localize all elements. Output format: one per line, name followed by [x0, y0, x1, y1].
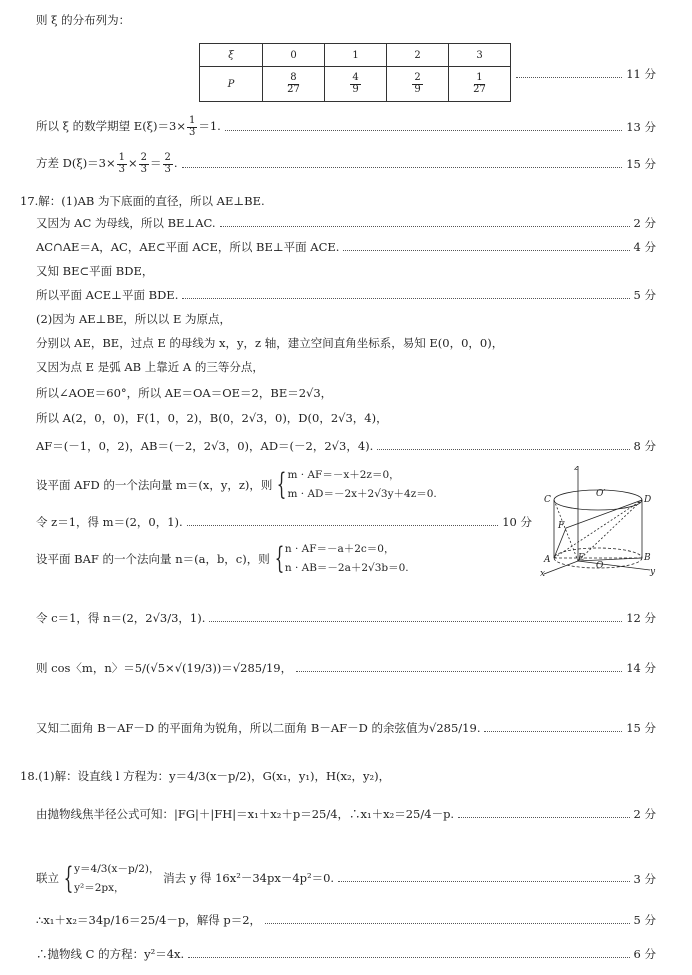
label-x: x: [540, 569, 546, 576]
label-f: F: [558, 521, 565, 531]
label-a: A: [544, 555, 551, 565]
q17-line-2: 又因为 AC 为母线，所以 BE⊥AC. 2 分: [36, 216, 656, 230]
expectation-line: 所以 ξ 的数学期望 E(ξ)＝3× $\frac{1}{3}$ ＝1. 13 分: [36, 115, 656, 138]
table-header-xi: ξ: [200, 44, 263, 67]
label-o-prime: O′: [596, 489, 606, 499]
eq-parabola: y²＝2px，: [74, 881, 125, 894]
q17-line-6: (2)因为 AE⊥BE，所以以 E 为原点，: [36, 312, 232, 326]
label-o: O: [596, 561, 604, 571]
q18-line-5: ∴抛物线 C 的方程：y²＝4x. 6 分: [36, 947, 656, 961]
intro-text: 则 ξ 的分布列为：: [36, 13, 131, 27]
table-cell: $\frac{8}{27}$: [263, 67, 325, 102]
q17-line-11: AF＝(－1，0，2)，AB＝(－2，2√3，0)，AD＝(－2，2√3，4). 8 分: [36, 439, 656, 453]
table-cell: 3: [449, 44, 511, 67]
q17-line-10: 所以 A(2，0，0)，F(1，0，2)，B(0，2√3，0)，D(0，2√3，4)，: [36, 411, 388, 425]
eq-line: y＝4/3(x－p/2)，: [74, 863, 160, 875]
label-c: C: [544, 495, 551, 505]
q17-line-16: 则 cos〈m，n〉＝5/(√5×√(19/3))＝√285/19， 14 分: [36, 661, 656, 675]
q17-line-4: 又知 BE⊂平面 BDE，: [36, 264, 154, 278]
label-y: y: [650, 567, 656, 576]
eq-n-af: n · AF＝－a＋2c＝0，: [284, 543, 395, 555]
cylinder-diagram: [538, 466, 658, 576]
q17-line-8: 又因为点 E 是弧 AB 上靠近 A 的三等分点，: [36, 360, 264, 374]
distribution-table: [199, 43, 511, 102]
y-axis: [578, 561, 650, 570]
q17-line-17: 又知二面角 B－AF－D 的平面角为锐角，所以二面角 B－AF－D 的余弦值为√285/19. 15 分: [36, 721, 656, 735]
q17-line-7: 分别以 AE，BE，过点 E 的母线为 x，y，z 轴，建立空间直角坐标系，易知 E(0，0，0)，: [36, 336, 504, 350]
q17-line-14: 设平面 BAF 的一个法向量 n＝(a，b，c)，则 { n · AF＝－a＋2c＝0， n · AB＝－2a＋2√3b＝0.: [36, 540, 409, 576]
label-b: B: [644, 553, 651, 563]
label-z: z: [574, 466, 579, 473]
q18-line-2: 由抛物线焦半径公式可知：|FG|＋|FH|＝x₁＋x₂＋p＝25/4，∴x₁＋x₂＝25/4－p. 2 分: [36, 807, 656, 821]
table-cell: 2: [387, 44, 449, 67]
variance-line: 方差 D(ξ)＝3× $\frac{1}{3}$ × $\frac{2}{3}$ ＝ $\frac{2}{3}$ . 15 分: [36, 152, 656, 175]
eq-m-ad: m · AD＝－2x＋2√3y＋4z＝0.: [287, 487, 437, 500]
q17-line-12: 设平面 AFD 的一个法向量 m＝(x，y，z)，则 { m · AF＝－x＋2z＝0， m · AD＝－2x＋2√3y＋4z＝0.: [36, 466, 437, 502]
table-score-line: 11 分: [512, 66, 656, 82]
table-header-p: P: [200, 67, 263, 102]
q18-line-1: 18.(1)解：设直线 l 方程为：y＝4/3(x－p/2)，G(x₁，y₁)，H(x₂，y₂)，: [20, 769, 391, 783]
q17-line-13: 令 z＝1，得 m＝(2，0，1). 10 分: [36, 515, 532, 529]
table-cell: $\frac{1}{27}$: [449, 67, 511, 102]
q17-line-1: 17.解：(1)AB 为下底面的直径，所以 AE⊥BE.: [20, 194, 265, 208]
q17-line-9: 所以∠AOE＝60°，所以 AE＝OA＝OE＝2，BE＝2√3，: [36, 386, 333, 400]
q18-line-4: ∴x₁＋x₂＝34p/16＝25/4－p，解得 p＝2， 5 分: [36, 913, 656, 927]
eq-m-af: m · AF＝－x＋2z＝0，: [287, 469, 400, 481]
table-cell: $\frac{4}{9}$: [325, 67, 387, 102]
q17-line-15: 令 c＝1，得 n＝(2，2√3/3，1). 12 分: [36, 611, 656, 625]
q18-line-3: 联立 { y＝4/3(x－p/2)， y²＝2px， 消去 y 得 16x²－34px－4p²＝0. 3 分: [36, 860, 656, 896]
label-d: D: [644, 495, 652, 505]
table-cell: $\frac{2}{9}$: [387, 67, 449, 102]
q17-line-3: AC∩AE＝A，AC，AE⊂平面 ACE，所以 BE⊥平面 ACE. 4 分: [36, 240, 656, 254]
q17-line-5: 所以平面 ACE⊥平面 BDE. 5 分: [36, 288, 656, 302]
table-cell: 0: [263, 44, 325, 67]
eq-n-ab: n · AB＝－2a＋2√3b＝0.: [284, 561, 409, 574]
label-e: E: [578, 553, 585, 563]
table-cell: 1: [325, 44, 387, 67]
